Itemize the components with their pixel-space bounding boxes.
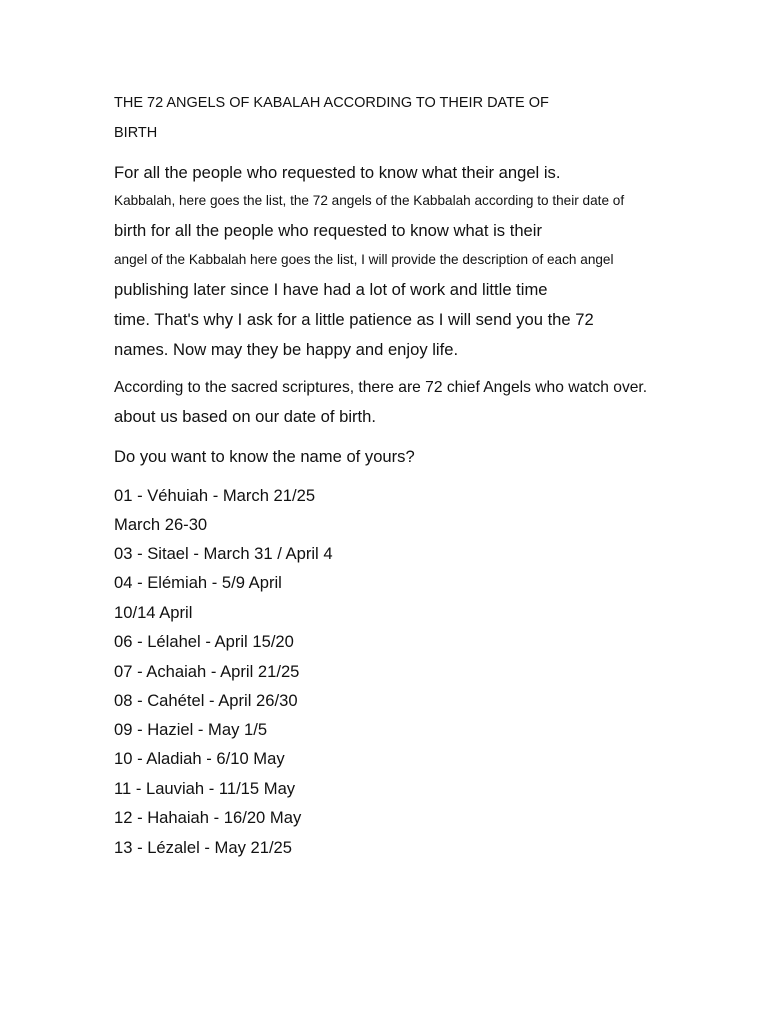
scripture-line: According to the sacred scriptures, there are 72 chief Angels who watch over. bbox=[114, 379, 648, 396]
angel-list-item: 04 - Elémiah - 5/9 April bbox=[114, 573, 282, 592]
document-title-line-1: THE 72 ANGELS OF KABALAH ACCORDING TO THEIR DATE OF bbox=[114, 95, 549, 111]
intro-line: names. Now may they be happy and enjoy life. bbox=[114, 340, 459, 359]
angel-list-item: 08 - Cahétel - April 26/30 bbox=[114, 691, 298, 710]
angel-list-item: March 26-30 bbox=[114, 515, 208, 534]
angel-list-item: 13 - Lézalel - May 21/25 bbox=[114, 838, 293, 857]
intro-line: time. That's why I ask for a little patience as I will send you the 72 bbox=[114, 310, 594, 329]
scripture-line: about us based on our date of birth. bbox=[114, 407, 376, 426]
angel-list-item: 01 - Véhuiah - March 21/25 bbox=[114, 486, 316, 505]
intro-line: For all the people who requested to know what their angel is. bbox=[114, 163, 561, 182]
angel-list-item: 07 - Achaiah - April 21/25 bbox=[114, 662, 300, 681]
intro-line: publishing later since I have had a lot of work and little time bbox=[114, 280, 548, 299]
intro-line: angel of the Kabbalah here goes the list, I will provide the description of each angel bbox=[114, 252, 614, 267]
angel-list-item: 09 - Haziel - May 1/5 bbox=[114, 720, 268, 739]
angel-list-item: 10 - Aladiah - 6/10 May bbox=[114, 749, 285, 768]
intro-line: Kabbalah, here goes the list, the 72 angels of the Kabbalah according to their date of bbox=[114, 193, 625, 208]
angel-list-item: 11 - Lauviah - 11/15 May bbox=[114, 779, 296, 798]
angel-list-item: 10/14 April bbox=[114, 603, 193, 622]
angel-list-item: 03 - Sitael - March 31 / April 4 bbox=[114, 544, 333, 563]
intro-line: birth for all the people who requested to know what is their bbox=[114, 221, 542, 240]
angel-list-item: 12 - Hahaiah - 16/20 May bbox=[114, 808, 302, 827]
question-line: Do you want to know the name of yours? bbox=[114, 447, 415, 466]
document-title-line-2: BIRTH bbox=[114, 125, 158, 141]
angel-list-item: 06 - Lélahel - April 15/20 bbox=[114, 632, 294, 651]
